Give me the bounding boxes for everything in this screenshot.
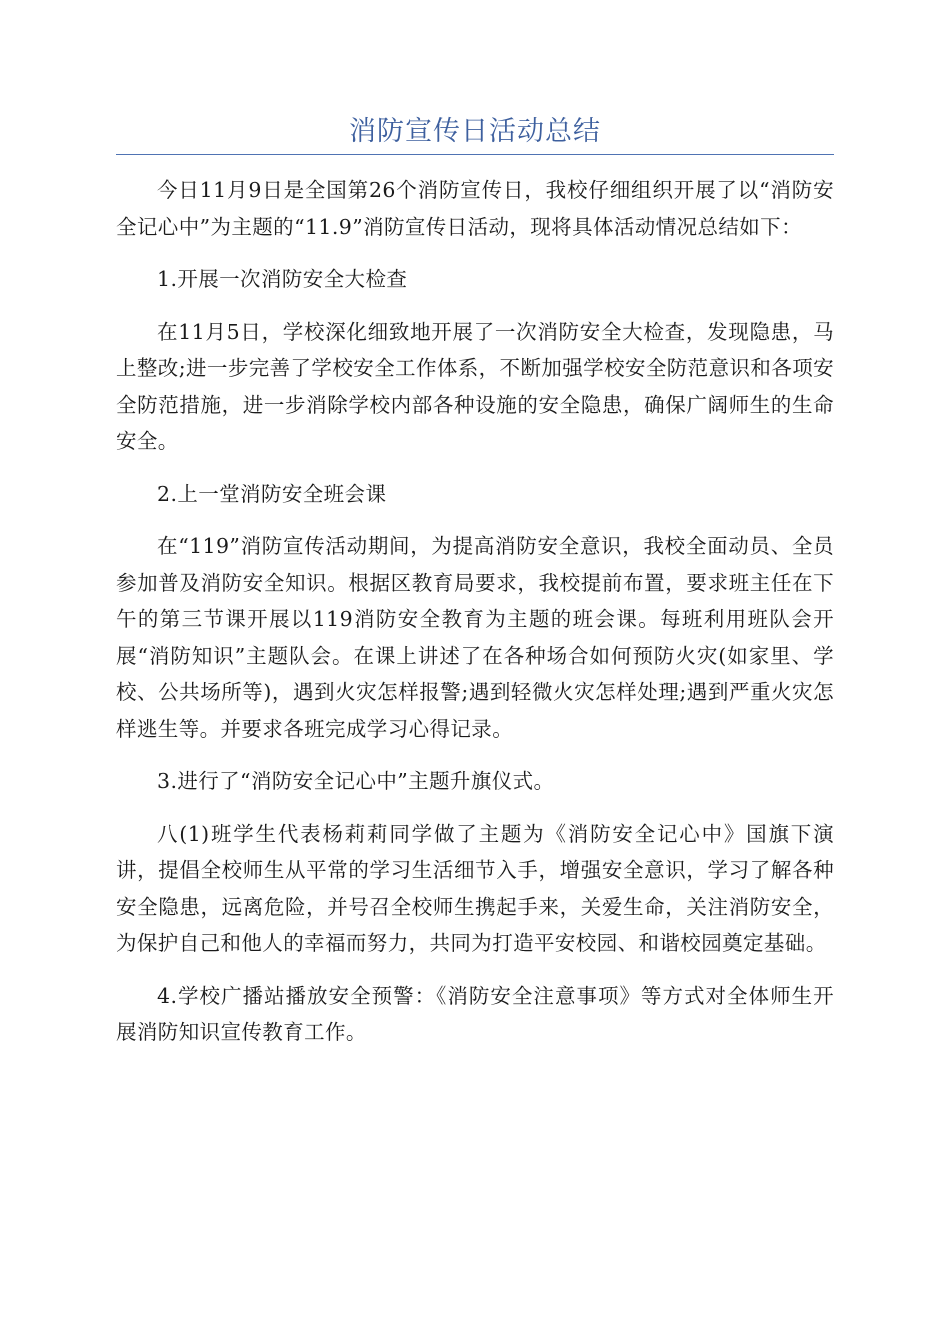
intro-paragraph: 今日11月9日是全国第26个消防宣传日，我校仔细组织开展了以“消防安全记心中”为主题的“11.9”消防宣传日活动，现将具体活动情况总结如下： — [116, 178, 834, 239]
section-body-1: 在11月5日，学校深化细致地开展了一次消防安全大检查，发现隐患，马上整改;进一步完善了学校安全工作体系，不断加强学校安全防范意识和各项安全防范措施，进一步消除学校内部各种设施的安全隐患，确保广阔师生的生命安全。 — [116, 319, 834, 453]
section-heading-4: 4.学校广播站播放安全预警：《消防安全注意事项》等方式对全体师生开展消防知识宣传教育工作。 — [116, 983, 834, 1044]
document-title: 消防宣传日活动总结 — [349, 116, 601, 147]
document-body — [116, 172, 834, 1067]
section-body-3: 八(1)班学生代表杨莉莉同学做了主题为《消防安全记心中》国旗下演讲，提倡全校师生从平常的学习生活细节入手，增强安全意识，学习了解各种安全隐患，远离危险，并号召全校师生携起手来，关爱生命，关注消防安全，为保护自己和他人的幸福而努力，共同为打造平安校园、和谐校园奠定基础。 — [116, 821, 834, 955]
section-heading-2: 2.上一堂消防安全班会课 — [157, 481, 387, 506]
section-heading-3: 3.进行了“消防安全记心中”主题升旗仪式。 — [157, 769, 555, 793]
section-heading-1: 1.开展一次消防安全大检查 — [157, 267, 408, 291]
section-body-2: 在“119”消防宣传活动期间，为提高消防安全意识，我校全面动员、全员参加普及消防安全知识。根据区教育局要求，我校提前布置，要求班主任在下午的第三节课开展以119消防安全教育为主题的班会课。每班利用班队会开展“消防知识”主题队会。在课上讲述了在各种场合如何预防火灾(如家里、学校、公共场所等)，遇到火灾怎样报警;遇到轻微火灾怎样处理;遇到严重火灾怎样逃生等。并要求各班完成学习心得记录。 — [116, 534, 834, 741]
title-underline — [116, 154, 834, 155]
